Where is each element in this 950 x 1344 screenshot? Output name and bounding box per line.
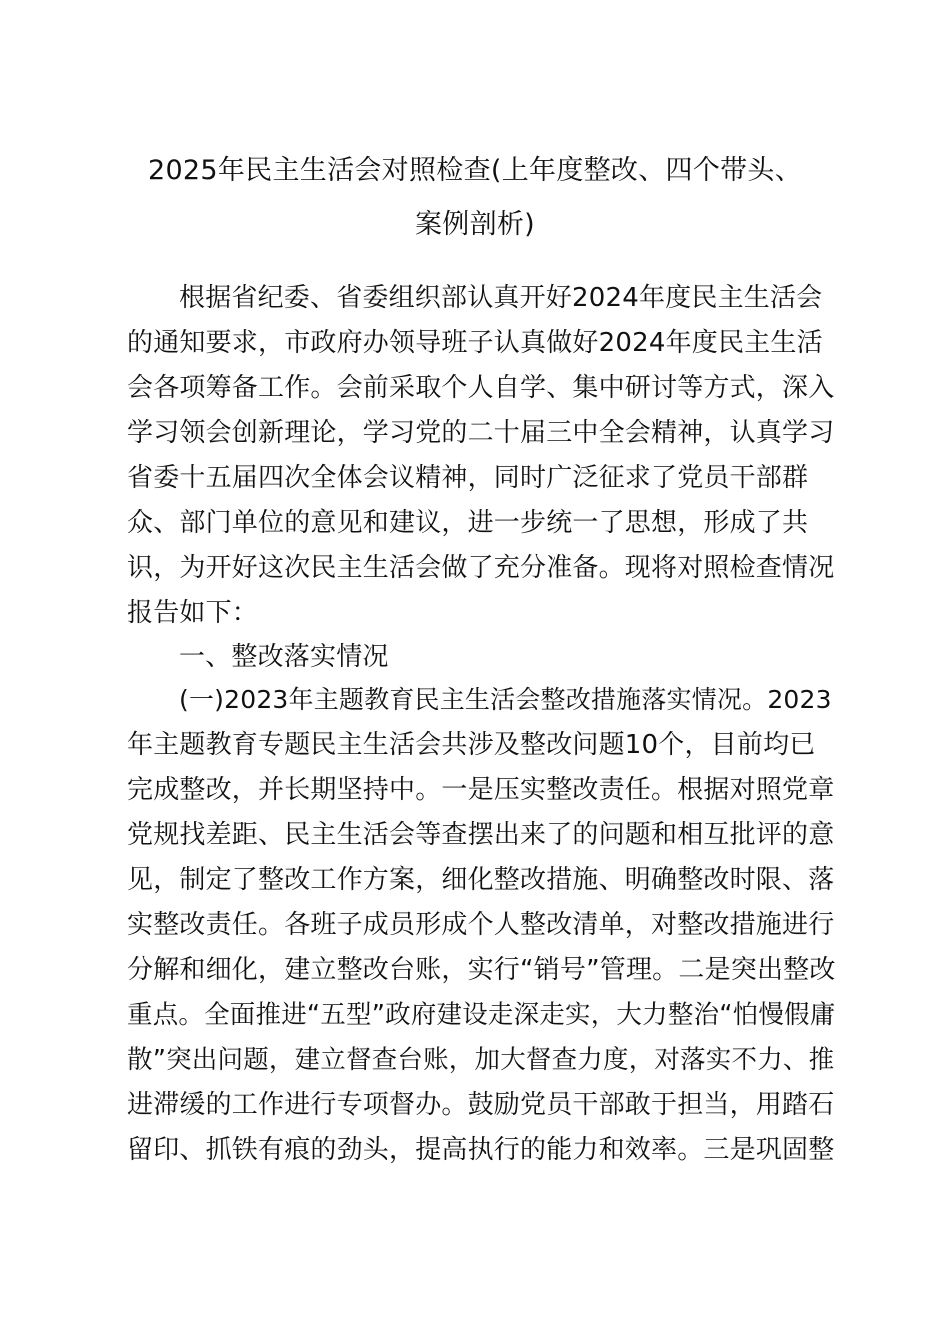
paragraph-line: 进滞缓的工作进行专项督办。鼓励党员干部敢于担当，用踏石 — [127, 1090, 835, 1120]
paragraph-line: 分解和细化，建立整改台账，实行“销号”管理。二是突出整改 — [127, 955, 836, 985]
paragraph-line: 众、部门单位的意见和建议，进一步统一了思想，形成了共 — [127, 508, 809, 538]
paragraph-line: 重点。全面推进“五型”政府建设走深走实，大力整治“怕慢假庸 — [127, 1000, 836, 1030]
paragraph-line: 会各项筹备工作。会前采取个人自学、集中研讨等方式，深入 — [127, 373, 835, 403]
paragraph-line: 根据省纪委、省委组织部认真开好2024年度民主生活会 — [179, 283, 823, 313]
document-title-line-1: 2025年民主生活会对照检查(上年度整改、四个带头、 — [147, 155, 803, 186]
paragraph-line: 学习领会创新理论，学习党的二十届三中全会精神，认真学习 — [127, 418, 835, 448]
document-title-line-2: 案例剖析) — [414, 209, 536, 240]
paragraph-line: 散”突出问题，建立督查台账，加大督查力度，对落实不力、推 — [127, 1045, 835, 1075]
paragraph-line: 留印、抓铁有痕的劲头，提高执行的能力和效率。三是巩固整 — [127, 1135, 835, 1165]
paragraph-line: 实整改责任。各班子成员形成个人整改清单，对整改措施进行 — [127, 910, 835, 940]
paragraph-line: 报告如下： — [127, 598, 259, 628]
paragraph-line: 完成整改，并长期坚持中。一是压实整改责任。根据对照党章 — [127, 775, 835, 805]
paragraph-line: 见，制定了整改工作方案，细化整改措施、明确整改时限、落 — [127, 865, 835, 895]
paragraph-line: 年主题教育专题民主生活会共涉及整改问题10个，目前均已 — [127, 730, 816, 760]
paragraph-line: 的通知要求，市政府办领导班子认真做好2024年度民主生活 — [127, 328, 823, 358]
section-heading: 一、整改落实情况 — [179, 642, 389, 672]
paragraph-line: 党规找差距、民主生活会等查摆出来了的问题和相互批评的意 — [127, 820, 835, 850]
paragraph-line: 省委十五届四次全体会议精神，同时广泛征求了党员干部群 — [127, 463, 809, 493]
paragraph-line: (一)2023年主题教育民主生活会整改措施落实情况。2023 — [179, 685, 832, 714]
paragraph-line: 识，为开好这次民主生活会做了充分准备。现将对照检查情况 — [127, 553, 835, 583]
